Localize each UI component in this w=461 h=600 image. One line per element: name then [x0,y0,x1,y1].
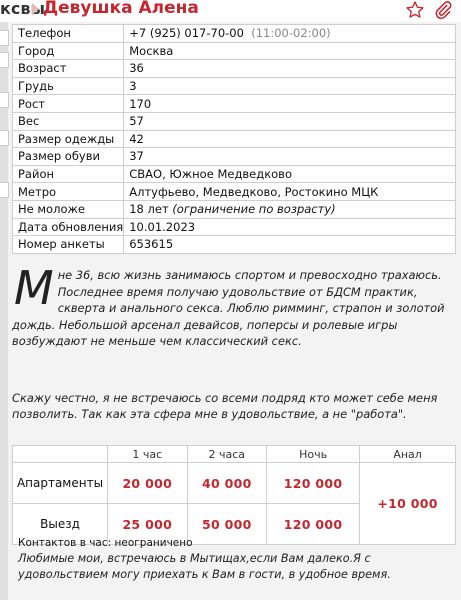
price-header: Ночь [267,446,360,463]
sidebar-tab[interactable] [0,182,9,198]
price-value: 120 000 [267,504,360,545]
contacts-section [12,537,456,583]
info-value[interactable] [124,25,456,43]
header [0,0,461,22]
info-value: СВАО, Южное Медведково [124,165,456,183]
info-row [13,200,456,218]
info-value: Москва [124,42,456,60]
price-header: 1 час [108,446,188,463]
price-value: 50 000 [187,504,267,545]
info-label: Дата обновления [13,218,124,236]
star-icon[interactable] [404,0,426,20]
info-row [13,183,456,201]
info-row [13,236,456,254]
info-row [13,148,456,166]
sidebar-tab[interactable] [0,52,9,68]
info-value: 36 [124,60,456,78]
info-value: Алтуфьево, Медведково, Ростокино МЦК [124,183,456,201]
age-limit-note: (ограничение по возрасту) [172,202,336,217]
phone-number[interactable]: +7 (925) 017-70-00 [129,26,244,41]
info-label: Размер обуви [13,148,124,166]
sidebar-tab[interactable] [0,30,9,46]
info-value: 57 [124,112,456,130]
price-value: 20 000 [108,463,188,504]
info-value: 37 [124,148,456,166]
sidebar-tab[interactable] [0,130,9,146]
info-label: Не моложе [13,200,124,218]
phone-hours: (11:00-02:00) [251,26,331,41]
contacts-note: Любимые мои, встречаюсь в Мытищах,если Вам далеко.Я с удовольствием могу приехать к Вам в гости, в удобное время. [18,552,391,581]
about-dropcap: М [14,261,54,315]
contacts-per-hour: Контактов в час: неограничено [18,537,193,549]
profile-content [12,24,458,581]
breadcrumb-link[interactable]: ксвы [0,0,45,18]
info-value: 170 [124,95,456,113]
price-section [12,445,456,545]
info-label: Город [13,42,124,60]
info-label: Рост [13,95,124,113]
info-value: 653615 [124,236,456,254]
price-header: 2 часа [187,446,267,463]
info-row [13,95,456,113]
info-label: Грудь [13,77,124,95]
breadcrumb-separator-icon [32,3,39,15]
left-sidebar-edge [0,22,8,600]
info-label: Размер одежды [13,130,124,148]
price-row [13,463,456,504]
about-paragraph: не 36, всю жизнь занимаюсь спортом и превосходно трахаюсь. Последнее время получаю удовольствие от БДСМ практик, скверта и анального секса. Люблю римминг, страпон и золотой дождь. Небольшой арсенал девайсов, поперсы и ролевые игры возбуждают не меньше чем классический секс. [12,268,445,348]
price-header: Анал [360,446,456,463]
info-row [13,218,456,236]
info-label: Район [13,165,124,183]
about-text [12,261,456,423]
info-value [124,200,456,218]
info-table [12,24,456,254]
info-label: Вес [13,112,124,130]
info-label: Метро [13,183,124,201]
price-header-row [13,446,456,463]
price-value: 120 000 [267,463,360,504]
info-value: 42 [124,130,456,148]
anal-price: +10 000 [360,463,456,545]
age-limit: 18 лет [129,202,169,217]
info-row [13,112,456,130]
price-row-label: Апартаменты [13,463,108,504]
price-corner [13,446,108,463]
info-row [13,25,456,43]
price-value: 40 000 [187,463,267,504]
info-row [13,165,456,183]
price-row-label: Выезд [13,504,108,545]
info-value: 10.01.2023 [124,218,456,236]
info-label: Возраст [13,60,124,78]
info-row [13,42,456,60]
paperclip-icon[interactable] [432,0,454,20]
info-row [13,60,456,78]
info-row [13,130,456,148]
about-paragraph: Скажу честно, я не встречаюсь со всеми подряд кто может себе меня позволить. Так как эта сфера мне в удовольствие, а не "работа". [12,390,438,421]
info-value: 3 [124,77,456,95]
sidebar-tab[interactable] [0,92,9,108]
price-table [12,445,456,545]
page-title: Девушка Алена [43,0,199,18]
info-label: Телефон [13,25,124,43]
info-row [13,77,456,95]
price-value: 25 000 [108,504,188,545]
info-label: Номер анкеты [13,236,124,254]
